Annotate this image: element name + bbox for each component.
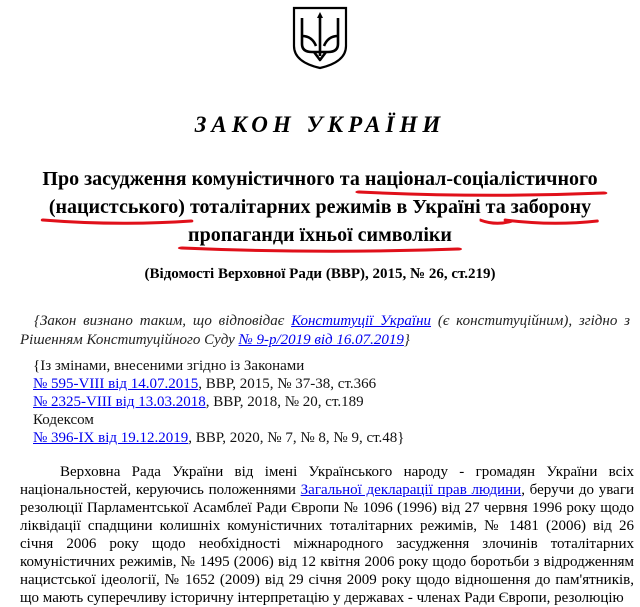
law-title: ЗАКОН УКРАЇНИ — [194, 112, 446, 137]
udhr-link[interactable]: Загальної декларації прав людини — [300, 482, 522, 498]
trident-emblem-icon — [292, 6, 348, 70]
amendment-row: № 595-VIII від 14.07.2015, ВВР, 2015, № 37-38, ст.366 — [33, 376, 377, 392]
red-underline-mark — [43, 217, 191, 227]
amendments-block — [33, 357, 404, 447]
amendments-intro: {Із змінами, внесеними згідно із Законами — [33, 358, 305, 374]
amendment-row: № 2325-VIII від 13.03.2018, ВВР, 2018, № 20, ст.189 — [33, 394, 364, 410]
marked-phrase: заборону — [511, 193, 591, 221]
constitution-link[interactable]: Конституції України — [291, 313, 432, 329]
heading-text: Про засудження комуністичного та — [42, 168, 365, 190]
constitutional-note: {Закон визнано таким, що відповідає Конституції України (є конституційним), згідно з Рішенням Конституційного Суду № 9-р/2019 від 16.07.2019} — [20, 313, 630, 348]
marked-phrase: націонал-соціалістичного — [365, 165, 598, 193]
source-reference: (Відомості Верховної Ради (ВВР), 2015, № 26, ст.219) — [144, 266, 496, 282]
amendment-row: № 396-IX від 19.12.2019, ВВР, 2020, № 7, № 8, № 9, ст.48} — [33, 430, 405, 446]
amendment-law-link[interactable]: № 595-VIII від 14.07.2015 — [33, 376, 199, 392]
marked-phrase: пропаганди їхньої символіки — [188, 221, 452, 249]
amendment-code-link[interactable]: № 396-IX від 19.12.2019 — [33, 430, 189, 446]
amendment-law-link[interactable]: № 2325-VIII від 13.03.2018 — [33, 394, 206, 410]
court-decision-link[interactable]: № 9-р/2019 від 16.07.2019 — [238, 332, 404, 348]
red-underline-mark — [505, 217, 597, 227]
marked-phrase: (нацистського) — [49, 193, 185, 221]
law-heading — [30, 165, 610, 249]
marked-phrase: та — [486, 193, 506, 221]
heading-text: тоталітарних режимів в Україні — [184, 196, 486, 218]
red-underline-mark — [182, 245, 458, 255]
code-label: Кодексом — [33, 412, 94, 428]
preamble: Верховна Рада України від імені Українського народу - громадян України всіх національностей, керуючись положеннями Загальної декларації прав людини, беручи до уваги резолюції Парламентської Асамблеї Ради Європи № 1096 (1996) від 27 червня 1996 року щодо ліквідації спадщини колишніх комуністичних тоталітарних режимів, № 1481 (2006) від 26 січня 2006 року щодо необхідності міжнародного засудження злочинів тоталітарних комуністичних режимів, № 1495 (2006) від 12 квітня 2006 року щодо боротьби з відродженням нацистської ідеології, № 1652 (2009) від 29 січня 2009 року щодо відношення до пам'ятників, що мають суперечливу історичну інтерпретацію у державах - членах Ради Європи, резолюцію — [20, 464, 635, 606]
